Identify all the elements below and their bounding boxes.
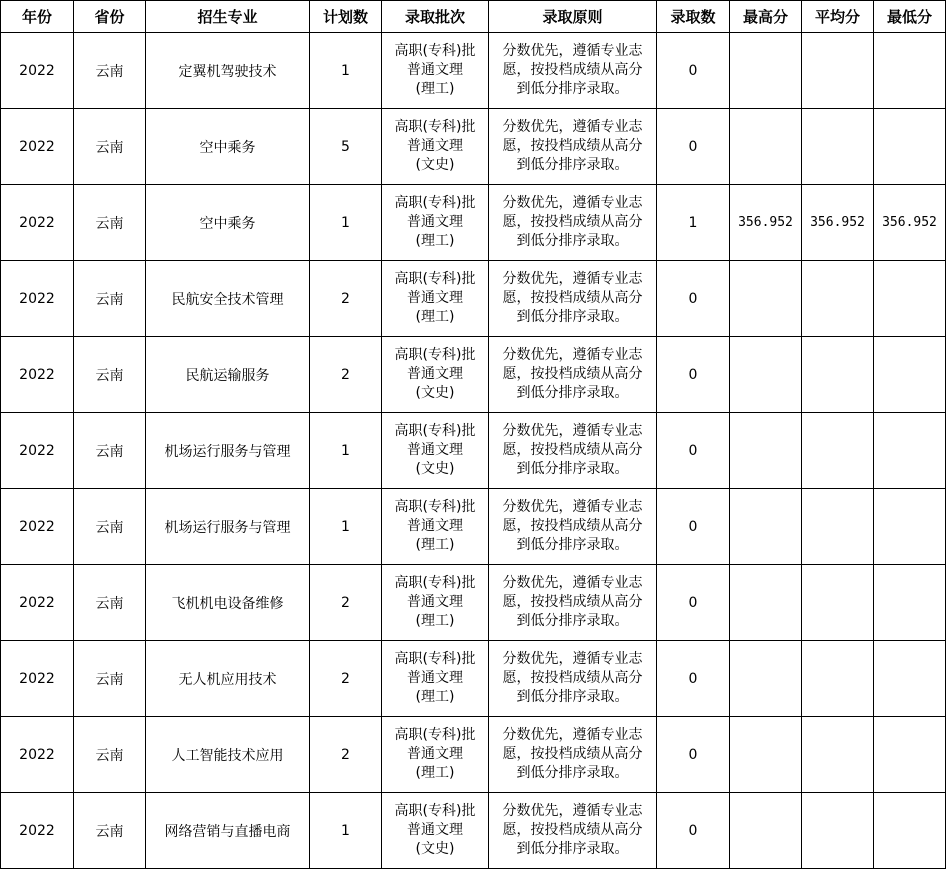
avg-score-cell [802,261,874,337]
admitted-count-cell: 0 [657,109,730,185]
admitted-count-cell: 0 [657,717,730,793]
batch-cell: 高职(专科)批 普通文理 (文史) [382,413,489,489]
max-score-cell: 356.952 [730,185,802,261]
principle-cell: 分数优先，遵循专业志 愿，按投档成绩从高分 到低分排序录取。 [489,337,657,413]
year-cell: 2022 [1,413,74,489]
table-row [1,641,946,717]
year-cell: 2022 [1,565,74,641]
min-score-cell [874,261,946,337]
principle-cell: 分数优先，遵循专业志 愿，按投档成绩从高分 到低分排序录取。 [489,261,657,337]
province-cell: 云南 [74,185,146,261]
avg-score-cell [802,641,874,717]
principle-cell: 分数优先，遵循专业志 愿，按投档成绩从高分 到低分排序录取。 [489,109,657,185]
year-cell: 2022 [1,489,74,565]
min-score-cell: 356.952 [874,185,946,261]
header-batch: 录取批次 [382,1,489,33]
avg-score-cell [802,33,874,109]
admitted-count-cell: 0 [657,33,730,109]
min-score-cell [874,793,946,869]
plan-count-cell: 1 [310,413,382,489]
batch-cell: 高职(专科)批 普通文理 (理工) [382,261,489,337]
batch-cell: 高职(专科)批 普通文理 (文史) [382,109,489,185]
plan-count-cell: 1 [310,33,382,109]
plan-count-cell: 2 [310,337,382,413]
year-cell: 2022 [1,109,74,185]
max-score-cell [730,793,802,869]
province-cell: 云南 [74,793,146,869]
province-cell: 云南 [74,565,146,641]
header-admitted-count: 录取数 [657,1,730,33]
table-row [1,109,946,185]
header-plan-count: 计划数 [310,1,382,33]
header-year: 年份 [1,1,74,33]
major-cell: 定翼机驾驶技术 [146,33,310,109]
principle-cell: 分数优先，遵循专业志 愿，按投档成绩从高分 到低分排序录取。 [489,565,657,641]
year-cell: 2022 [1,641,74,717]
admitted-count-cell: 1 [657,185,730,261]
admitted-count-cell: 0 [657,565,730,641]
principle-cell: 分数优先，遵循专业志 愿，按投档成绩从高分 到低分排序录取。 [489,793,657,869]
admitted-count-cell: 0 [657,337,730,413]
major-cell: 空中乘务 [146,109,310,185]
table-row [1,33,946,109]
plan-count-cell: 5 [310,109,382,185]
avg-score-cell [802,109,874,185]
batch-cell: 高职(专科)批 普通文理 (理工) [382,565,489,641]
province-cell: 云南 [74,717,146,793]
table-row [1,489,946,565]
min-score-cell [874,33,946,109]
admitted-count-cell: 0 [657,489,730,565]
plan-count-cell: 2 [310,717,382,793]
table-body [1,33,946,869]
major-cell: 民航安全技术管理 [146,261,310,337]
major-cell: 机场运行服务与管理 [146,489,310,565]
min-score-cell [874,109,946,185]
max-score-cell [730,565,802,641]
major-cell: 民航运输服务 [146,337,310,413]
year-cell: 2022 [1,793,74,869]
table-row [1,413,946,489]
max-score-cell [730,261,802,337]
header-min-score: 最低分 [874,1,946,33]
province-cell: 云南 [74,489,146,565]
batch-cell: 高职(专科)批 普通文理 (文史) [382,337,489,413]
batch-cell: 高职(专科)批 普通文理 (理工) [382,185,489,261]
header-avg-score: 平均分 [802,1,874,33]
header-max-score: 最高分 [730,1,802,33]
major-cell: 空中乘务 [146,185,310,261]
min-score-cell [874,717,946,793]
principle-cell: 分数优先，遵循专业志 愿，按投档成绩从高分 到低分排序录取。 [489,489,657,565]
year-cell: 2022 [1,337,74,413]
min-score-cell [874,565,946,641]
province-cell: 云南 [74,261,146,337]
max-score-cell [730,489,802,565]
major-cell: 人工智能技术应用 [146,717,310,793]
max-score-cell [730,641,802,717]
plan-count-cell: 1 [310,793,382,869]
principle-cell: 分数优先，遵循专业志 愿，按投档成绩从高分 到低分排序录取。 [489,717,657,793]
major-cell: 网络营销与直播电商 [146,793,310,869]
province-cell: 云南 [74,109,146,185]
admitted-count-cell: 0 [657,261,730,337]
table-row [1,185,946,261]
header-province: 省份 [74,1,146,33]
major-cell: 无人机应用技术 [146,641,310,717]
major-cell: 飞机机电设备维修 [146,565,310,641]
min-score-cell [874,413,946,489]
plan-count-cell: 2 [310,565,382,641]
batch-cell: 高职(专科)批 普通文理 (理工) [382,489,489,565]
header-principle: 录取原则 [489,1,657,33]
plan-count-cell: 2 [310,261,382,337]
min-score-cell [874,641,946,717]
batch-cell: 高职(专科)批 普通文理 (理工) [382,641,489,717]
max-score-cell [730,413,802,489]
avg-score-cell [802,717,874,793]
batch-cell: 高职(专科)批 普通文理 (文史) [382,793,489,869]
principle-cell: 分数优先，遵循专业志 愿，按投档成绩从高分 到低分排序录取。 [489,641,657,717]
table-row [1,565,946,641]
province-cell: 云南 [74,641,146,717]
avg-score-cell [802,337,874,413]
province-cell: 云南 [74,337,146,413]
batch-cell: 高职(专科)批 普通文理 (理工) [382,717,489,793]
admitted-count-cell: 0 [657,641,730,717]
min-score-cell [874,337,946,413]
table-row [1,717,946,793]
province-cell: 云南 [74,33,146,109]
batch-cell: 高职(专科)批 普通文理 (理工) [382,33,489,109]
year-cell: 2022 [1,33,74,109]
header-row [1,1,946,33]
principle-cell: 分数优先，遵循专业志 愿，按投档成绩从高分 到低分排序录取。 [489,185,657,261]
year-cell: 2022 [1,185,74,261]
table-row [1,793,946,869]
table-row [1,261,946,337]
min-score-cell [874,489,946,565]
plan-count-cell: 1 [310,185,382,261]
max-score-cell [730,109,802,185]
year-cell: 2022 [1,261,74,337]
major-cell: 机场运行服务与管理 [146,413,310,489]
header-major: 招生专业 [146,1,310,33]
province-cell: 云南 [74,413,146,489]
avg-score-cell [802,413,874,489]
plan-count-cell: 1 [310,489,382,565]
max-score-cell [730,337,802,413]
avg-score-cell [802,565,874,641]
avg-score-cell [802,793,874,869]
plan-count-cell: 2 [310,641,382,717]
principle-cell: 分数优先，遵循专业志 愿，按投档成绩从高分 到低分排序录取。 [489,413,657,489]
max-score-cell [730,717,802,793]
principle-cell: 分数优先，遵循专业志 愿，按投档成绩从高分 到低分排序录取。 [489,33,657,109]
year-cell: 2022 [1,717,74,793]
avg-score-cell: 356.952 [802,185,874,261]
avg-score-cell [802,489,874,565]
admitted-count-cell: 0 [657,413,730,489]
max-score-cell [730,33,802,109]
admitted-count-cell: 0 [657,793,730,869]
table-row [1,337,946,413]
